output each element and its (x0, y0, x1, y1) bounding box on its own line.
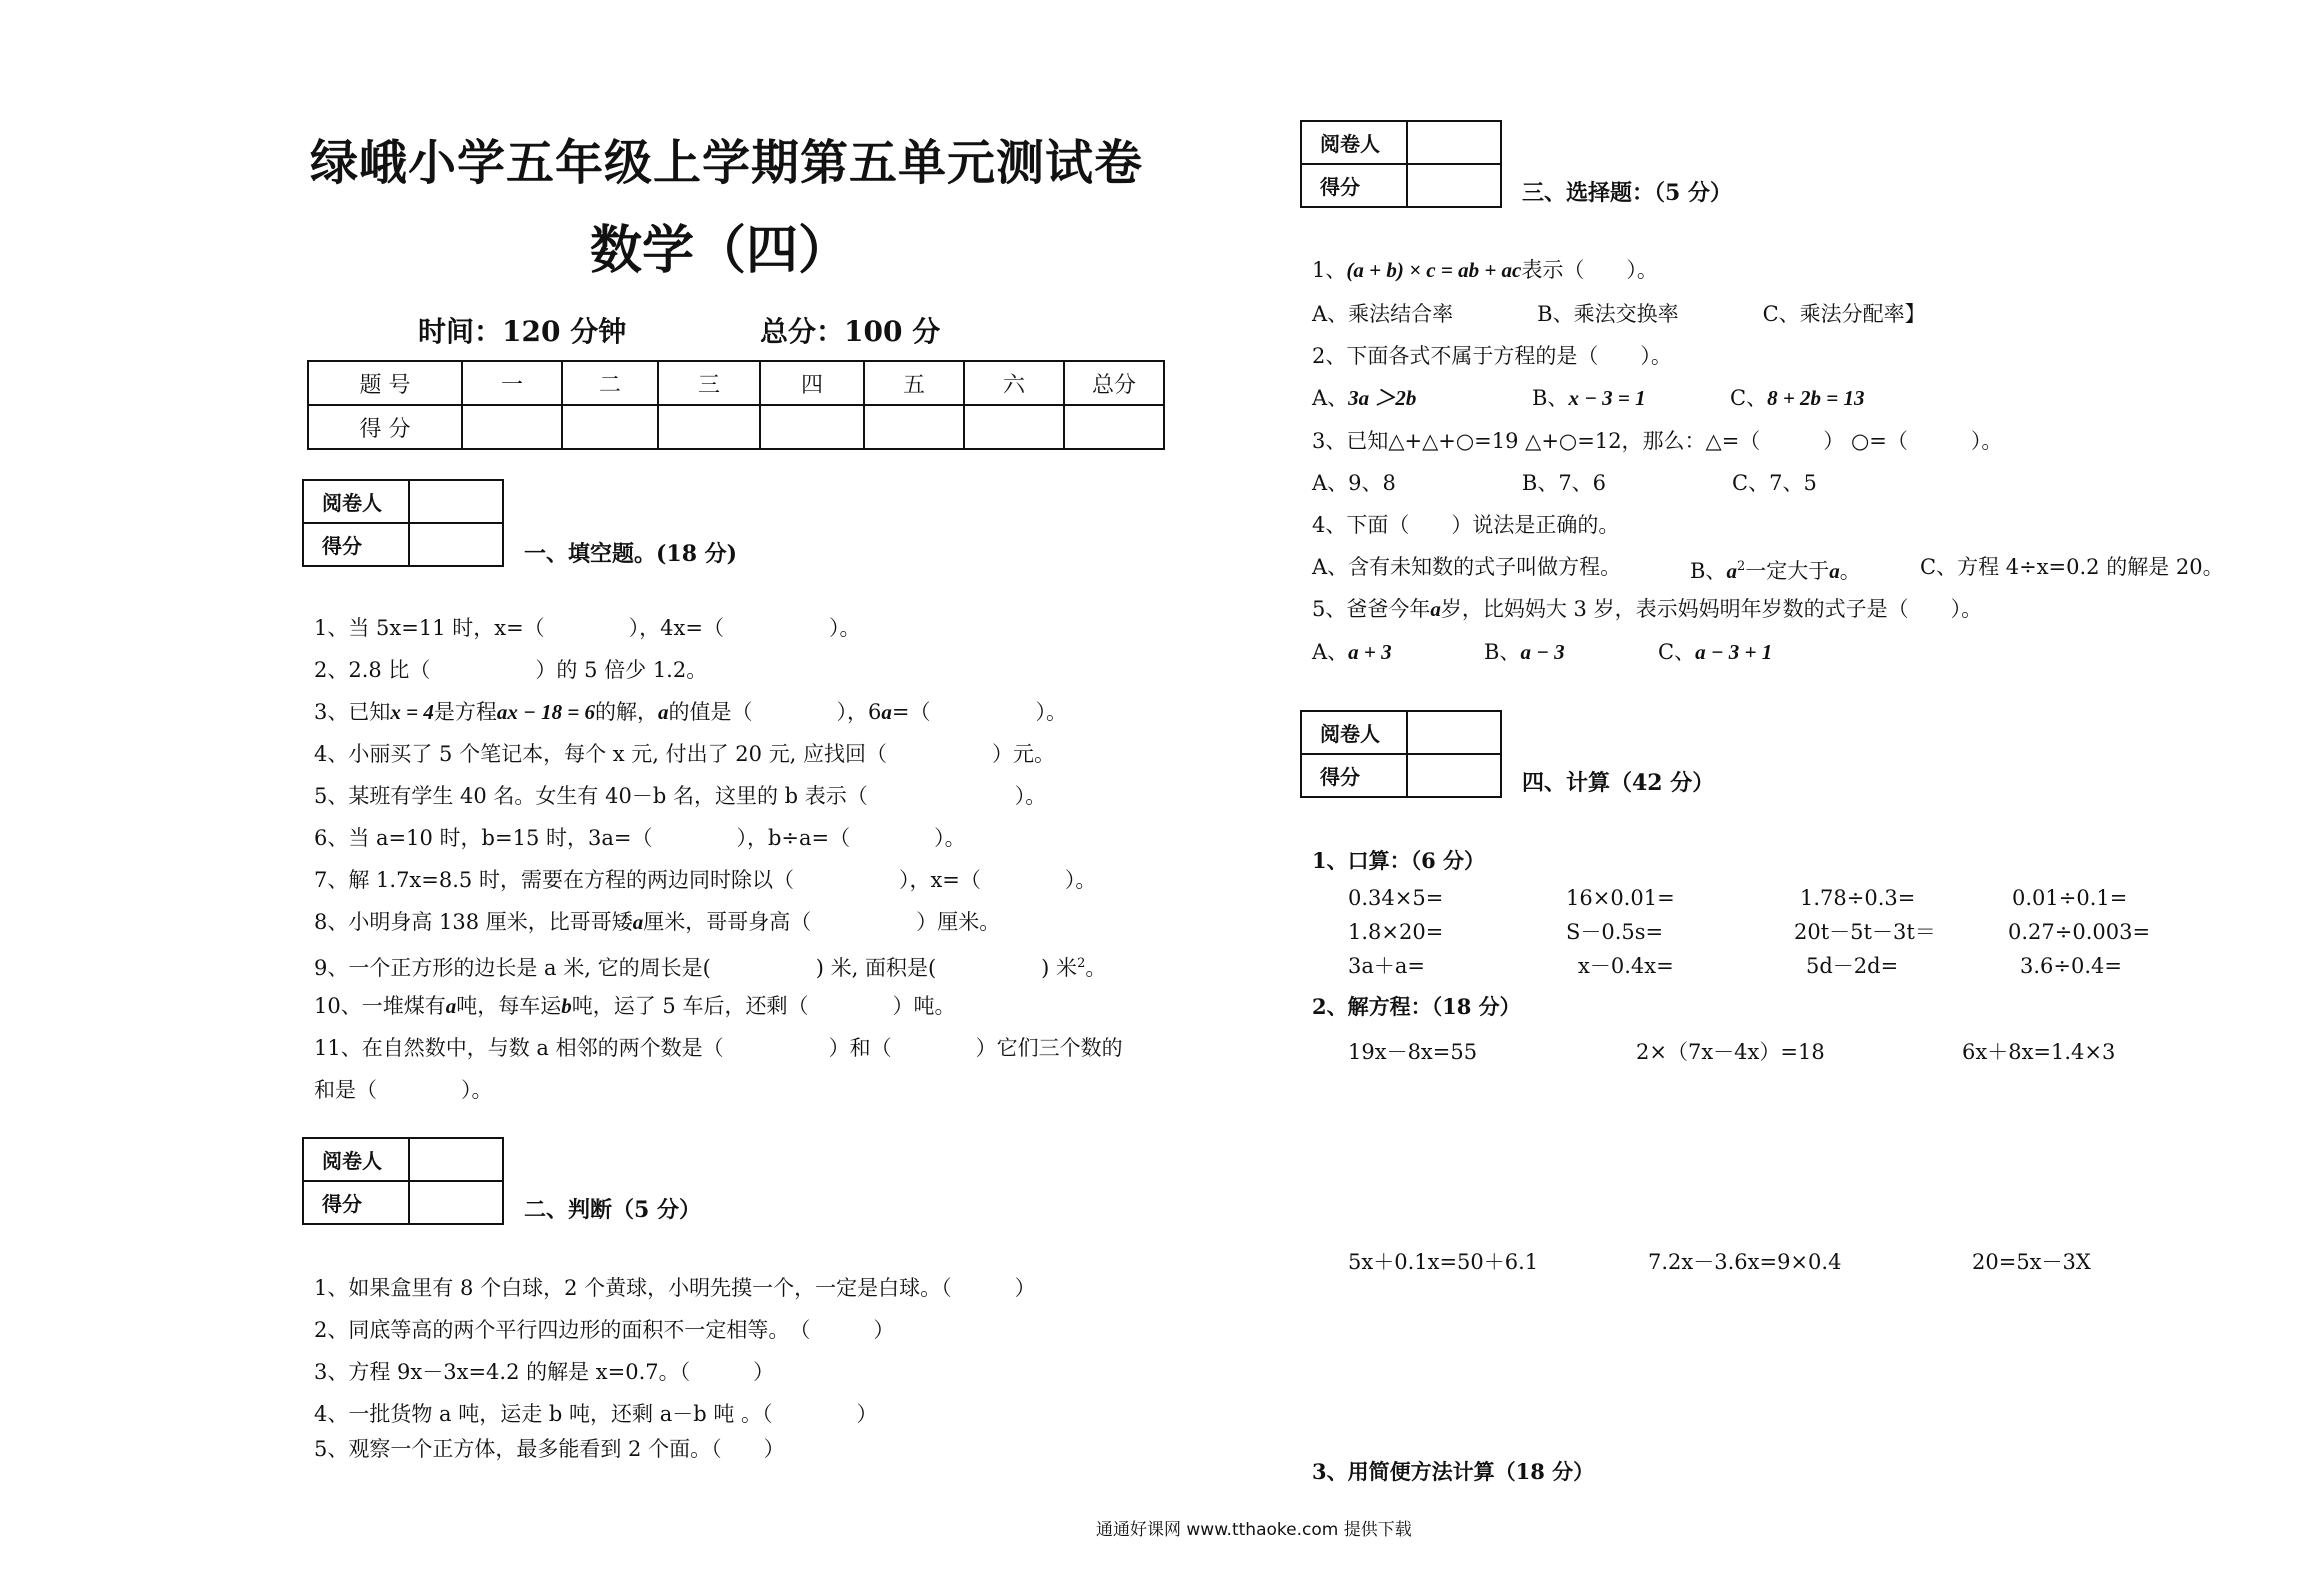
score-blank[interactable] (760, 405, 864, 449)
oral-item: 1.8×20= (1348, 920, 1444, 944)
grader-box (302, 1137, 504, 1225)
grader-score-blank[interactable] (409, 523, 503, 566)
oral-item: 3a＋a= (1348, 954, 1425, 978)
grader-reviewer-label: 阅卷人 (303, 1138, 409, 1181)
grader-reviewer-blank[interactable] (1407, 121, 1501, 164)
score-blank[interactable] (658, 405, 760, 449)
oral-item: x－0.4x= (1578, 954, 1674, 978)
page-footer: 通通好课网 www.tthaoke.com 提供下载 (1096, 1520, 1412, 1540)
section4-heading: 四、计算（42 分） (1522, 770, 1715, 796)
score-table-cell: 题 号 (308, 361, 462, 405)
equation: 6x＋8x=1.4×3 (1962, 1040, 2116, 1064)
grader-box (1300, 710, 1502, 798)
score-table-cell: 总分 (1064, 361, 1164, 405)
question-options: A、a + 3 (1312, 640, 1392, 664)
equation: 5x＋0.1x=50＋6.1 (1348, 1250, 1539, 1274)
oral-item: 0.27÷0.003= (2008, 920, 2151, 944)
section3-heading: 三、选择题：（5 分） (1522, 180, 1732, 206)
question: 3、方程 9x－3x=4.2 的解是 x=0.7。（ ） (314, 1360, 775, 1384)
score-blank[interactable] (562, 405, 658, 449)
subsection-heading: 1、口算：（6 分） (1312, 848, 1486, 873)
question: 2、2.8 比（ ）的 5 倍少 1.2。 (314, 658, 708, 682)
question: 9、一个正方形的边长是 a 米, 它的周长是( ) 米, 面积是( ) 米$^2$。 (314, 956, 1107, 980)
grader-box (302, 479, 504, 567)
question: 1、如果盒里有 8 个白球，2 个黄球，小明先摸一个，一定是白球。（ ） (314, 1276, 1036, 1300)
grader-reviewer-blank[interactable] (409, 480, 503, 523)
grader-reviewer-label: 阅卷人 (1301, 121, 1407, 164)
oral-item: 3.6÷0.4= (2020, 954, 2122, 978)
question: 6、当 a=10 时，b=15 时，3a=（ ），b÷a=（ ）。 (314, 826, 966, 850)
exam-title: 绿峨小学五年级上学期第五单元测试卷 (310, 135, 1144, 191)
grader-reviewer-blank[interactable] (1407, 711, 1501, 754)
oral-item: 20t－5t－3t＝ (1794, 920, 1936, 944)
question-options: C、方程 4÷x=0.2 的解是 20。 (1920, 555, 2224, 579)
section1-heading: 一、填空题。(18 分) (524, 541, 738, 567)
subsection-heading: 3、用简便方法计算（18 分） (1312, 1459, 1595, 1484)
question: 3、已知x = 4是方程ax − 18 = 6的解，a的值是（ ），6a=（ ）。 (314, 700, 1068, 724)
question: 1、当 5x=11 时，x=（ ），4x=（ ）。 (314, 616, 861, 640)
question-options: C、8 + 2b = 13 (1730, 386, 1865, 410)
grader-score-label: 得分 (303, 1181, 409, 1224)
oral-item: 5d－2d= (1806, 954, 1899, 978)
exam-total-score: 总分：100 分 (760, 315, 941, 348)
question: 7、解 1.7x=8.5 时，需要在方程的两边同时除以（ ），x=（ ）。 (314, 868, 1097, 892)
oral-item: S－0.5s= (1566, 920, 1664, 944)
question-continued: 和是（ ）。 (314, 1078, 493, 1102)
oral-item: 1.78÷0.3= (1800, 886, 1916, 910)
score-table-cell: 二 (562, 361, 658, 405)
question-options: A、9、8 B、7、6 C、7、5 (1312, 471, 1817, 495)
question: 4、小丽买了 5 个笔记本，每个 x 元, 付出了 20 元, 应找回（ ）元。 (314, 742, 1056, 766)
question: 2、同底等高的两个平行四边形的面积不一定相等。 （ ） (314, 1318, 895, 1342)
score-table-cell: 一 (462, 361, 562, 405)
question: 5、观察一个正方体，最多能看到 2 个面。（ ） (314, 1437, 785, 1461)
question: 3、已知△+△+○=19 △+○=12，那么：△=（ ） ○=（ ）。 (1312, 429, 2003, 453)
score-table-cell: 六 (964, 361, 1064, 405)
grader-score-label: 得分 (303, 523, 409, 566)
oral-item: 0.01÷0.1= (2012, 886, 2128, 910)
question-options: A、3a ＞2b (1312, 386, 1417, 410)
score-blank[interactable] (964, 405, 1064, 449)
score-table-cell: 得 分 (308, 405, 462, 449)
equation: 20=5x－3X (1972, 1250, 2091, 1274)
score-table-cell: 三 (658, 361, 760, 405)
grader-score-blank[interactable] (1407, 754, 1501, 797)
grader-box (1300, 120, 1502, 208)
section2-heading: 二、判断（5 分） (524, 1197, 701, 1223)
question-options: B、x − 3 = 1 (1532, 386, 1646, 410)
question-options: B、$a^2$一定大于a。 (1690, 559, 1861, 583)
score-table-cell: 四 (760, 361, 864, 405)
question: 5、某班有学生 40 名。女生有 40－b 名，这里的 b 表示（ ）。 (314, 784, 1047, 808)
score-table-cell: 五 (864, 361, 964, 405)
exam-subtitle: 数学（四） (590, 220, 851, 281)
equation: 19x－8x=55 (1348, 1040, 1478, 1064)
equation: 7.2x－3.6x=9×0.4 (1648, 1250, 1842, 1274)
question: 4、一批货物 a 吨，运走 b 吨，还剩 a－b 吨 。（ ） (314, 1402, 878, 1426)
score-table-score-row (308, 405, 1164, 449)
question: 11、在自然数中，与数 a 相邻的两个数是（ ）和（ ）它们三个数的 (314, 1036, 1123, 1060)
question: 1、(a + b) × c = ab + ac表示（ ）。 (1312, 258, 1658, 282)
oral-item: 16×0.01= (1566, 886, 1675, 910)
question-options: A、乘法结合率 B、乘法交换率 C、乘法分配率】 (1312, 302, 1926, 326)
equation: 2×（7x－4x）=18 (1636, 1040, 1825, 1064)
question: 8、小明身高 138 厘米，比哥哥矮a厘米，哥哥身高（ ）厘米。 (314, 910, 1001, 934)
grader-reviewer-label: 阅卷人 (1301, 711, 1407, 754)
question: 10、一堆煤有a吨，每车运b吨，运了 5 车后，还剩（ ）吨。 (314, 994, 956, 1018)
question: 5、爸爸今年a岁，比妈妈大 3 岁，表示妈妈明年岁数的式子是（ ）。 (1312, 597, 1983, 621)
exam-time: 时间：120 分钟 (418, 315, 627, 348)
oral-item: 0.34×5= (1348, 886, 1444, 910)
question-options: B、a − 3 (1484, 640, 1565, 664)
question: 4、下面（ ）说法是正确的。 (1312, 513, 1620, 537)
grader-score-label: 得分 (1301, 754, 1407, 797)
score-blank[interactable] (864, 405, 964, 449)
score-table (307, 360, 1165, 450)
score-blank[interactable] (1064, 405, 1164, 449)
grader-reviewer-label: 阅卷人 (303, 480, 409, 523)
grader-score-blank[interactable] (1407, 164, 1501, 207)
question-options: A、含有未知数的式子叫做方程。 (1312, 555, 1622, 579)
question-options: C、a − 3 + 1 (1658, 640, 1773, 664)
score-table-header-row (308, 361, 1164, 405)
grader-reviewer-blank[interactable] (409, 1138, 503, 1181)
subsection-heading: 2、解方程：（18 分） (1312, 994, 1521, 1019)
grader-score-blank[interactable] (409, 1181, 503, 1224)
question: 2、下面各式不属于方程的是（ ）。 (1312, 344, 1672, 368)
grader-score-label: 得分 (1301, 164, 1407, 207)
score-blank[interactable] (462, 405, 562, 449)
